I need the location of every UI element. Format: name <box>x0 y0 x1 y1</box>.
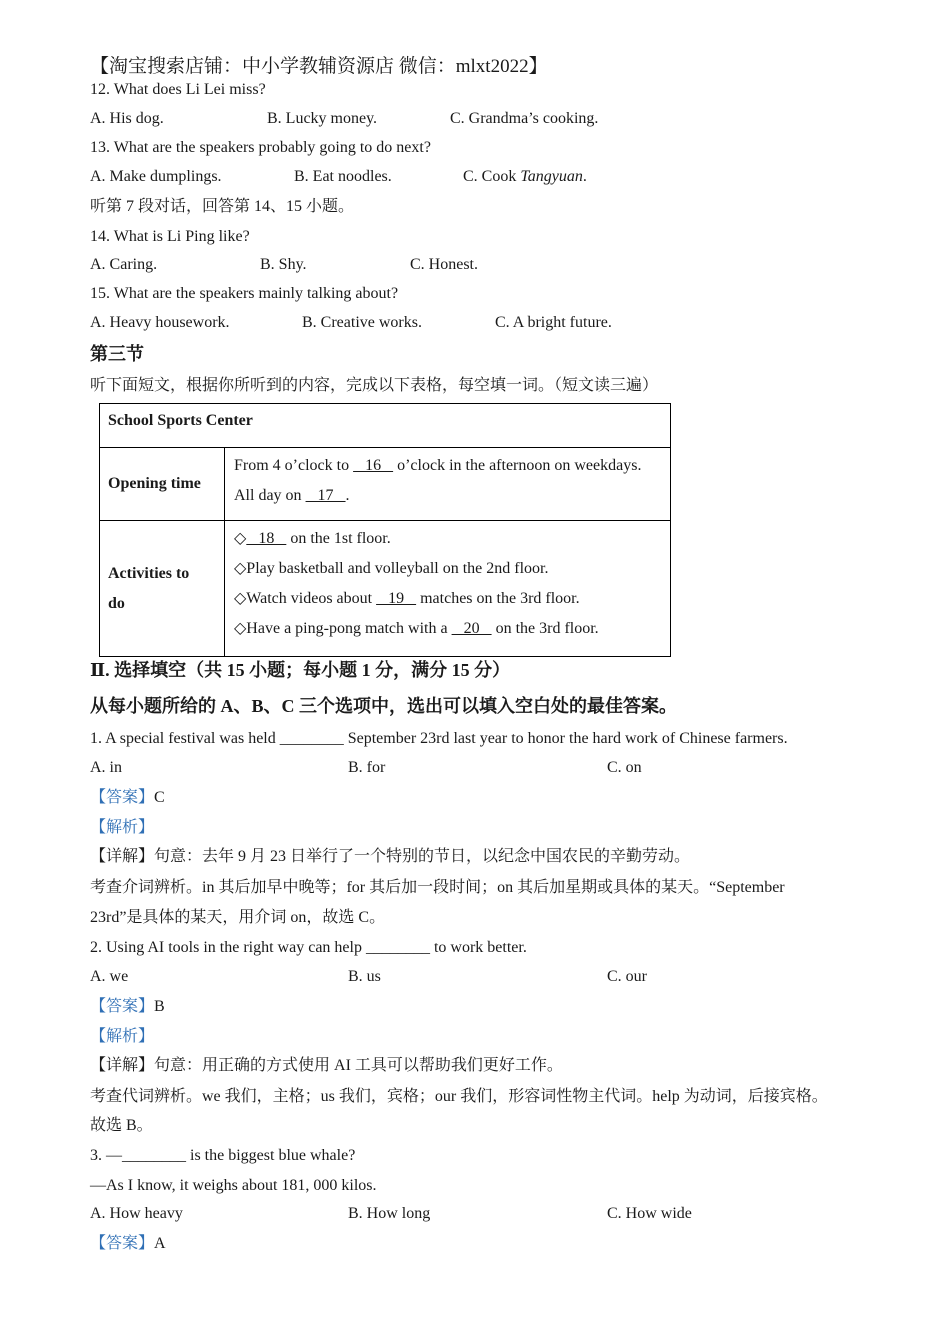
g1-answer <box>90 788 165 808</box>
section-3-title: 第三节 <box>90 344 144 364</box>
g3-option-b: B. How long <box>348 1205 431 1222</box>
g1-detail-label: 【详解】 <box>90 848 155 865</box>
q14-option-b: B. Shy. <box>260 256 307 273</box>
grammar-q3-stem: 3. —________ is the biggest blue whale? <box>90 1147 356 1164</box>
header-banner: 【淘宝搜索店铺：中小学教辅资源店 微信：mlxt2022】 <box>90 56 548 77</box>
q15-option-b: B. Creative works. <box>302 314 422 331</box>
q13-option-a: A. Make dumplings. <box>90 168 222 185</box>
table-title: School Sports Center <box>100 404 671 448</box>
grammar-q2-stem: 2. Using AI tools in the right way can help ________ to work better. <box>90 939 527 956</box>
q12-option-a: A. His dog. <box>90 110 164 127</box>
activities-label-line-2: do <box>108 594 125 612</box>
part-2-title: Ⅱ. 选择填空（共 15 小题；每小题 1 分，满分 15 分） <box>90 660 511 680</box>
sports-center-table <box>99 403 671 657</box>
opening-time-cell <box>225 448 671 521</box>
grammar-q1-stem: 1. A special festival was held ________ September 23rd last year to honor the hard work of Chinese farmers. <box>90 730 788 747</box>
question-12-stem: 12. What does Li Lei miss? <box>90 81 266 98</box>
part-2-instruction: 从每小题所给的 A、B、C 三个选项中，选出可以填入空白处的最佳答案。 <box>90 696 678 716</box>
g2-analysis-label: 【解析】 <box>90 1028 155 1045</box>
g2-detail <box>90 1056 563 1076</box>
grammar-q3-stem-2: —As I know, it weighs about 181, 000 kilos. <box>90 1177 377 1194</box>
g3-answer-value: A <box>154 1235 166 1252</box>
activity-3 <box>225 584 670 614</box>
question-15-stem: 15. What are the speakers mainly talking about? <box>90 285 399 302</box>
opening-line-2-text-b: . <box>345 487 350 504</box>
blank-19: 19 <box>376 590 417 607</box>
activities-label <box>100 521 225 657</box>
g1-option-b: B. for <box>348 759 386 776</box>
g3-answer <box>90 1234 166 1254</box>
g1-answer-label: 【答案】 <box>90 789 155 806</box>
q15-option-a: A. Heavy housework. <box>90 314 230 331</box>
g1-detail-text: 句意：去年 9 月 23 日举行了一个特别的节日，以纪念中国农民的辛勤劳动。 <box>154 848 691 865</box>
question-14-stem: 14. What is Li Ping like? <box>90 228 250 245</box>
activity-3-text-a: ◇Watch videos about <box>234 590 377 607</box>
g1-answer-value: C <box>154 789 165 806</box>
q12-option-b: B. Lucky money. <box>267 110 378 127</box>
activities-label-line-1: Activities to <box>108 564 190 582</box>
g2-answer-label: 【答案】 <box>90 998 155 1015</box>
g1-option-a: A. in <box>90 759 122 776</box>
g2-explain-line-2: 故选 B。 <box>90 1117 153 1134</box>
opening-line-1-text-a: From 4 o’clock to <box>234 457 354 474</box>
blank-18: 18 <box>246 530 287 547</box>
g3-option-c: C. How wide <box>607 1205 692 1222</box>
blank-20: 20 <box>451 620 492 637</box>
g2-detail-label: 【详解】 <box>90 1057 155 1074</box>
opening-time-label: Opening time <box>100 448 225 521</box>
opening-line-2-text-a: All day on <box>234 487 306 504</box>
g2-option-b: B. us <box>348 968 381 985</box>
activity-4-text-b: on the 3rd floor. <box>491 620 599 637</box>
question-13-stem: 13. What are the speakers probably going to do next? <box>90 139 431 156</box>
activity-1-bullet: ◇ <box>234 530 247 547</box>
opening-line-2 <box>225 481 670 511</box>
g3-option-a: A. How heavy <box>90 1205 183 1222</box>
q13-option-c-italic: Tangyuan <box>520 168 583 185</box>
section-3-instruction: 听下面短文，根据你所听到的内容，完成以下表格，每空填一词。（短文读三遍） <box>90 377 659 394</box>
q13-option-c <box>463 167 587 187</box>
dialogue-7-instruction: 听第 7 段对话，回答第 14、15 小题。 <box>90 198 355 215</box>
g2-answer-value: B <box>154 998 165 1015</box>
activity-4 <box>225 614 670 644</box>
activity-1 <box>225 524 670 554</box>
blank-16: 16 <box>353 457 394 474</box>
q14-option-c: C. Honest. <box>410 256 478 273</box>
g1-explain-line-2: 23rd”是具体的某天，用介词 on，故选 C。 <box>90 909 386 926</box>
g2-answer <box>90 997 165 1017</box>
q13-option-b: B. Eat noodles. <box>294 168 392 185</box>
q13-option-c-suffix: . <box>582 168 587 185</box>
activity-3-text-b: matches on the 3rd floor. <box>416 590 580 607</box>
activities-cell <box>225 521 671 657</box>
q12-option-c: C. Grandma’s cooking. <box>450 110 599 127</box>
blank-17: 17 <box>305 487 346 504</box>
g3-answer-label: 【答案】 <box>90 1235 155 1252</box>
g1-explain-line-1: 考查介词辨析。in 其后加早中晚等；for 其后加一段时间；on 其后加星期或具体的某天。“September <box>90 879 785 896</box>
g2-option-c: C. our <box>607 968 647 985</box>
opening-line-1 <box>225 451 670 481</box>
g1-option-c: C. on <box>607 759 642 776</box>
activity-2: ◇Play basketball and volleyball on the 2nd floor. <box>234 560 549 577</box>
opening-line-1-text-b: o’clock in the afternoon on weekdays. <box>393 457 642 474</box>
g2-detail-text: 句意：用正确的方式使用 AI 工具可以帮助我们更好工作。 <box>154 1057 563 1074</box>
g1-analysis-label: 【解析】 <box>90 819 155 836</box>
g2-option-a: A. we <box>90 968 129 985</box>
q13-option-c-prefix: C. Cook <box>463 168 521 185</box>
activity-4-text-a: ◇Have a ping-pong match with a <box>234 620 452 637</box>
g1-detail <box>90 847 690 867</box>
g2-explain-line-1: 考查代词辨析。we 我们，主格；us 我们，宾格；our 我们，形容词性物主代词。help 为动词，后接宾格。 <box>90 1088 828 1105</box>
activity-1-text: on the 1st floor. <box>286 530 391 547</box>
q15-option-c: C. A bright future. <box>495 314 612 331</box>
q14-option-a: A. Caring. <box>90 256 158 273</box>
